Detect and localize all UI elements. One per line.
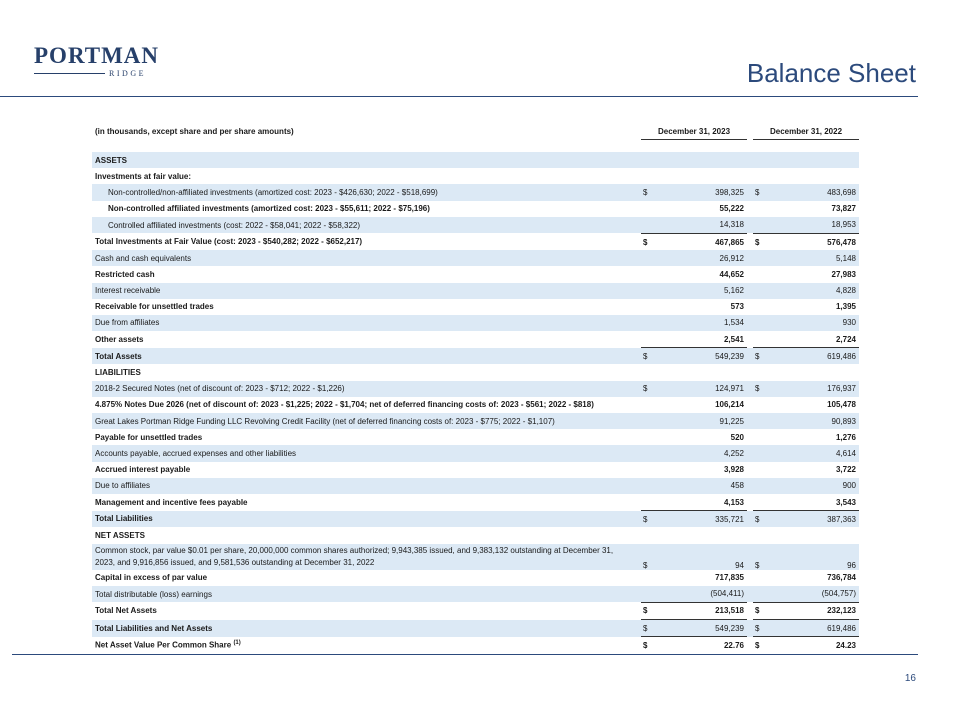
column-header-2023: December 31, 2023 xyxy=(641,123,747,140)
row-currency-2022: $ xyxy=(753,348,771,365)
row-label: Due to affiliates xyxy=(92,478,634,494)
row-currency-2023 xyxy=(641,494,659,511)
table-row xyxy=(92,152,859,168)
row-currency-2022 xyxy=(753,462,771,478)
row-currency-2023 xyxy=(641,299,659,315)
row-currency-2022: $ xyxy=(753,620,771,637)
table-row xyxy=(92,315,859,331)
table-row xyxy=(92,266,859,282)
row-currency-2022 xyxy=(753,445,771,461)
row-value-2023: 458 xyxy=(659,478,747,494)
row-value-2023: 717,835 xyxy=(715,573,744,583)
row-label: Total Investments at Fair Value (cost: 2023 - $540,282; 2022 - $652,217) xyxy=(95,237,363,247)
row-value-2023: 22.76 xyxy=(659,637,747,654)
row-currency-2022 xyxy=(753,283,771,299)
row-currency-2022 xyxy=(753,201,771,217)
row-currency-2022 xyxy=(753,364,771,380)
table-row xyxy=(92,201,859,217)
row-value-2022: 619,486 xyxy=(771,620,859,637)
table-row xyxy=(92,299,859,315)
table-row xyxy=(92,462,859,478)
row-label: Interest receivable xyxy=(92,283,634,299)
row-currency-2023 xyxy=(641,266,659,282)
row-value-2023: 4,252 xyxy=(659,445,747,461)
row-currency-2022 xyxy=(753,250,771,266)
row-label: Common stock, par value $0.01 per share, 20,000,000 common shares authorized; 9,943,385 issued, and 9,383,132 outstanding at December 31, 2023, and 9,916,856 issued, and 9,581,536 outstanding at December 31, 2022 xyxy=(92,544,634,570)
row-value-2023: 94 xyxy=(659,544,747,570)
row-currency-2023 xyxy=(641,478,659,494)
table-row xyxy=(92,478,859,494)
row-value-2022: 576,478 xyxy=(771,233,859,250)
row-value-2022: 1,395 xyxy=(835,302,856,312)
row-label: Management and incentive fees payable xyxy=(95,497,248,507)
row-value-2022: 387,363 xyxy=(771,511,859,528)
logo-main-text: PORTMAN xyxy=(34,43,160,68)
row-value-2022: 5,148 xyxy=(771,250,859,266)
row-label: 2018-2 Secured Notes (net of discount of: 2023 - $712; 2022 - $1,226) xyxy=(92,381,634,397)
row-value-2023: 55,222 xyxy=(719,204,744,214)
footer-divider xyxy=(12,654,918,655)
table-row xyxy=(92,348,859,365)
row-value-2023: 398,325 xyxy=(659,184,747,200)
row-currency-2022: $ xyxy=(753,511,771,528)
row-currency-2023: $ xyxy=(641,348,659,365)
row-value-2023: 549,239 xyxy=(659,348,747,365)
row-currency-2023: $ xyxy=(641,544,659,570)
row-value-2023: 106,214 xyxy=(715,400,744,410)
row-value-2023: 3,928 xyxy=(723,465,744,475)
row-value-2022: 73,827 xyxy=(831,204,856,214)
row-value-2023 xyxy=(659,168,747,184)
footnote-marker: (1) xyxy=(233,640,241,647)
table-row xyxy=(92,429,859,445)
row-value-2022: 3,722 xyxy=(835,465,856,475)
row-label xyxy=(92,637,634,654)
row-value-2022 xyxy=(771,527,859,543)
row-currency-2023 xyxy=(641,397,659,413)
logo-sub-text: RIDGE xyxy=(109,69,146,78)
row-currency-2023 xyxy=(641,168,659,184)
row-currency-2023 xyxy=(641,201,659,217)
row-currency-2023: $ xyxy=(641,184,659,200)
table-row xyxy=(92,527,859,543)
row-currency-2023 xyxy=(641,445,659,461)
row-currency-2023 xyxy=(641,283,659,299)
table-row xyxy=(92,364,859,380)
row-value-2023: 520 xyxy=(730,432,744,442)
row-currency-2022: $ xyxy=(753,233,771,250)
company-logo xyxy=(34,43,160,78)
row-value-2022: 105,478 xyxy=(827,400,856,410)
table-row xyxy=(92,602,859,619)
row-currency-2022 xyxy=(753,494,771,511)
row-label: Total Liabilities xyxy=(92,511,634,528)
row-currency-2023 xyxy=(641,217,659,234)
row-value-2023 xyxy=(659,152,747,168)
row-value-2023: 26,912 xyxy=(659,250,747,266)
page-number: 16 xyxy=(904,673,916,684)
row-label: Cash and cash equivalents xyxy=(92,250,634,266)
row-currency-2022 xyxy=(753,527,771,543)
row-value-2023: 213,518 xyxy=(659,602,747,619)
row-currency-2022 xyxy=(753,478,771,494)
row-value-2023: 573 xyxy=(730,302,744,312)
row-value-2023: 44,652 xyxy=(719,269,744,279)
row-value-2022: 90,893 xyxy=(771,413,859,429)
row-currency-2023 xyxy=(641,462,659,478)
row-value-2022: 27,983 xyxy=(831,269,856,279)
table-row xyxy=(92,570,859,586)
row-value-2022 xyxy=(771,168,859,184)
row-currency-2023 xyxy=(641,152,659,168)
table-row xyxy=(92,184,859,200)
table-row xyxy=(92,586,859,603)
row-label: Non-controlled affiliated investments (amortized cost: 2023 - $55,611; 2022 - $75,196) xyxy=(108,204,430,214)
row-value-2023 xyxy=(659,364,747,380)
table-row xyxy=(92,494,859,511)
row-currency-2022: $ xyxy=(753,602,771,619)
row-value-2023: 1,534 xyxy=(659,315,747,331)
row-currency-2023 xyxy=(641,527,659,543)
row-value-2023: 467,865 xyxy=(659,233,747,250)
row-value-2023 xyxy=(659,527,747,543)
table-row xyxy=(92,250,859,266)
row-currency-2022 xyxy=(753,299,771,315)
row-value-2022: 736,784 xyxy=(827,573,856,583)
table-row xyxy=(92,168,859,184)
row-currency-2022 xyxy=(753,152,771,168)
row-value-2022: 483,698 xyxy=(771,184,859,200)
row-label: Due from affiliates xyxy=(92,315,634,331)
balance-sheet-table xyxy=(92,123,859,653)
row-label: Total Assets xyxy=(92,348,634,365)
row-value-2023: (504,411) xyxy=(659,586,747,603)
row-label: Total Net Assets xyxy=(95,606,157,616)
row-currency-2022: $ xyxy=(753,381,771,397)
table-row xyxy=(92,445,859,461)
row-currency-2022: $ xyxy=(753,544,771,570)
row-currency-2023: $ xyxy=(641,233,659,250)
row-currency-2023 xyxy=(641,413,659,429)
table-row xyxy=(92,637,859,654)
row-label: LIABILITIES xyxy=(95,368,141,378)
row-currency-2023: $ xyxy=(641,381,659,397)
row-currency-2022 xyxy=(753,397,771,413)
table-row xyxy=(92,233,859,250)
header-divider xyxy=(0,96,918,97)
row-value-2022: (504,757) xyxy=(771,586,859,603)
row-value-2023: 124,971 xyxy=(659,381,747,397)
row-value-2022: 1,276 xyxy=(835,432,856,442)
logo-rule xyxy=(34,73,105,74)
row-label: Total Liabilities and Net Assets xyxy=(92,620,634,637)
column-header-2022: December 31, 2022 xyxy=(753,123,859,140)
row-value-2023: 14,318 xyxy=(659,217,747,234)
row-label: Accrued interest payable xyxy=(95,465,191,475)
row-currency-2022 xyxy=(753,586,771,603)
table-caption: (in thousands, except share and per share amounts) xyxy=(95,126,294,136)
row-label: Receivable for unsettled trades xyxy=(95,302,214,312)
table-row xyxy=(92,283,859,299)
row-value-2022: 619,486 xyxy=(771,348,859,365)
row-value-2022: 232,123 xyxy=(771,602,859,619)
table-row xyxy=(92,620,859,637)
row-value-2023: 335,721 xyxy=(659,511,747,528)
row-currency-2023: $ xyxy=(641,620,659,637)
table-row xyxy=(92,511,859,528)
row-value-2023: 2,541 xyxy=(723,334,744,344)
row-currency-2023: $ xyxy=(641,602,659,619)
row-currency-2023 xyxy=(641,570,659,586)
row-label: Restricted cash xyxy=(95,269,155,279)
row-currency-2022 xyxy=(753,331,771,348)
row-value-2023: 4,153 xyxy=(723,497,744,507)
table-row xyxy=(92,544,859,570)
row-currency-2023: $ xyxy=(641,637,659,654)
row-currency-2023 xyxy=(641,315,659,331)
table-header-row xyxy=(92,123,859,140)
row-value-2023: 5,162 xyxy=(659,283,747,299)
row-label: Accounts payable, accrued expenses and other liabilities xyxy=(92,445,634,461)
row-currency-2023: $ xyxy=(641,511,659,528)
table-row xyxy=(92,397,859,413)
row-currency-2022 xyxy=(753,413,771,429)
row-currency-2023 xyxy=(641,331,659,348)
row-value-2022: 3,543 xyxy=(835,497,856,507)
row-value-2022: 4,614 xyxy=(771,445,859,461)
row-currency-2023 xyxy=(641,429,659,445)
row-label-text: Net Asset Value Per Common Share xyxy=(95,640,232,650)
row-currency-2022: $ xyxy=(753,637,771,654)
table-row xyxy=(92,331,859,348)
row-currency-2022 xyxy=(753,266,771,282)
row-label: Capital in excess of par value xyxy=(95,573,208,583)
row-value-2022: 930 xyxy=(771,315,859,331)
row-currency-2023 xyxy=(641,364,659,380)
row-value-2022: 96 xyxy=(771,544,859,570)
row-value-2023: 549,239 xyxy=(659,620,747,637)
row-label: Other assets xyxy=(95,334,144,344)
row-currency-2022 xyxy=(753,168,771,184)
row-label: Payable for unsettled trades xyxy=(95,432,203,442)
row-currency-2022 xyxy=(753,217,771,234)
row-value-2022: 2,724 xyxy=(835,334,856,344)
row-currency-2022 xyxy=(753,570,771,586)
row-value-2022: 176,937 xyxy=(771,381,859,397)
row-label: ASSETS xyxy=(92,152,634,168)
row-currency-2022 xyxy=(753,315,771,331)
logo-sub-row xyxy=(34,69,146,78)
row-currency-2023 xyxy=(641,586,659,603)
table-row xyxy=(92,413,859,429)
page-title: Balance Sheet xyxy=(746,58,916,88)
row-value-2022: 24.23 xyxy=(771,637,859,654)
row-label: Investments at fair value: xyxy=(95,171,192,181)
row-value-2022: 900 xyxy=(771,478,859,494)
row-label: NET ASSETS xyxy=(95,530,145,540)
row-value-2022: 4,828 xyxy=(771,283,859,299)
row-value-2022: 18,953 xyxy=(771,217,859,234)
table-row xyxy=(92,381,859,397)
row-value-2022 xyxy=(771,364,859,380)
row-label: Great Lakes Portman Ridge Funding LLC Revolving Credit Facility (net of deferred financing costs of: 2023 - $775; 2022 - $1,107) xyxy=(92,413,634,429)
row-value-2023: 91,225 xyxy=(659,413,747,429)
row-value-2022 xyxy=(771,152,859,168)
row-label: Controlled affiliated investments (cost: 2022 - $58,041; 2022 - $58,322) xyxy=(92,217,634,234)
table-row xyxy=(92,217,859,234)
row-currency-2022: $ xyxy=(753,184,771,200)
row-label: 4.875% Notes Due 2026 (net of discount of: 2023 - $1,225; 2022 - $1,704; net of deferred financing costs of: 2023 - $561; 2022 - $818) xyxy=(95,400,594,410)
row-label: Non-controlled/non-affiliated investments (amortized cost: 2023 - $426,630; 2022 - $518,699) xyxy=(92,184,634,200)
row-label: Total distributable (loss) earnings xyxy=(92,586,634,603)
row-currency-2023 xyxy=(641,250,659,266)
row-currency-2022 xyxy=(753,429,771,445)
